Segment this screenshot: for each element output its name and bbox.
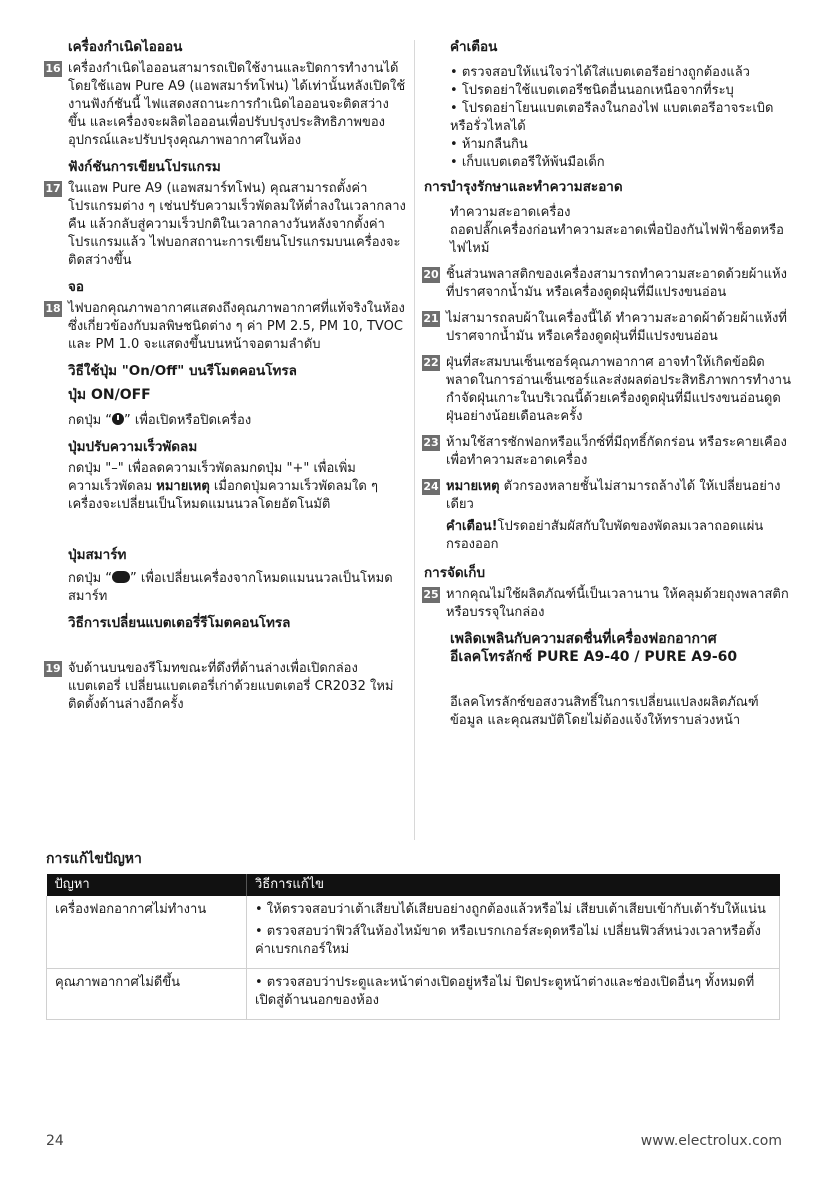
solution-cell <box>247 969 780 1020</box>
note-label: หมายเหตุ <box>446 479 500 494</box>
item-text: ตัวกรองหลายชั้นไม่สามารถล้างได้ ให้เปลี่ยนอย่างเดียว <box>446 479 781 512</box>
remote-heading: วิธีใช้ปุ่ม "On/Off" บนรีโมตคอนโทรล <box>68 363 297 379</box>
fan-speed-text <box>68 460 406 514</box>
item-18 <box>46 300 406 354</box>
column-divider <box>414 40 415 840</box>
enjoy-line-1: เพลิดเพลินกับความสดชื่นที่เครื่องฟอกอากาศ <box>450 631 717 647</box>
clean-heading: ทำความสะอาดเครื่อง <box>450 205 571 220</box>
step-number: 16 <box>45 62 61 75</box>
solution-cell <box>247 896 780 969</box>
item-text: จับด้านบนของรีโมทขณะที่ดึงที่ด้านล่างเพื่อเปิดกล่องแบตเตอรี่ เปลี่ยนแบตเตอรี่เก่าด้วยแบตเตอรี่ CR2032 ใหม่ติดตั้งด้านล่างอีกครั้ง <box>68 661 394 712</box>
item-17 <box>46 180 406 270</box>
item-21 <box>424 310 792 346</box>
column-header-solution: วิธีการแก้ไข <box>247 874 780 896</box>
page-number: 24 <box>46 1133 64 1149</box>
warning-item: • โปรดอย่าโยนแบตเตอรีลงในกองไฟ แบตเตอรีอาจระเบิดหรือรั่วไหลได้ <box>450 100 792 136</box>
item-text: ห้ามใช้สารซักฟอกหรือแว็กซ์ที่มีฤทธิ์กัดกร่อน หรือระคายเคืองเพื่อทำความสะอาดเครื่อง <box>446 435 787 468</box>
table-row <box>47 969 780 1020</box>
item-23 <box>424 434 792 470</box>
warning-item: • ห้ามกลืนกิน <box>450 136 792 154</box>
fan-speed-heading: ปุ่มปรับความเร็วพัดลม <box>68 439 198 455</box>
item-text: ฝุ่นที่สะสมบนเซ็นเซอร์คุณภาพอากาศ อาจทำให้เกิดข้อผิดพลาดในการอ่านเซ็นเซอร์และส่งผลต่อประสิทธิภาพการทำงานกำจัดฝุ่นเกาะในบริเวณนี้ด้วยเครื่องดูดฝุ่นที่มีแปรงขนอ่อนดูดฝุ่นอย่างน้อยเดือนละครั้ง <box>446 355 791 424</box>
problem-cell: คุณภาพอากาศไม่ดีขึ้น <box>47 969 247 1020</box>
step-number: 18 <box>45 302 61 315</box>
onoff-text-pre: กดปุ่ม “ <box>68 413 113 428</box>
onoff-text <box>68 412 406 430</box>
item-text: หากคุณไม่ใช้ผลิตภัณฑ์นี้เป็นเวลานาน ให้คลุมด้วยถุงพลาสติกหรือบรรจุในกล่อง <box>446 587 789 620</box>
enjoy-line-2: อีเลคโทรลักซ์ PURE A9-40 / PURE A9-60 <box>450 649 738 665</box>
step-number: 19 <box>45 662 61 675</box>
screen-heading: จอ <box>68 279 85 295</box>
item-24 <box>424 478 792 514</box>
item-text: ไฟบอกคุณภาพอากาศแสดงถึงคุณภาพอากาศที่แท้จริงในห้องซึ่งเกี่ยวข้องกับมลพิษชนิดต่าง ๆ ค่า PM 2.5, PM 10, TVOC และ PM 1.0 จะแสดงขึ้นบนหน้าจอตามลำดับ <box>68 301 405 352</box>
troubleshooting-table <box>46 874 780 1020</box>
right-column <box>424 38 792 738</box>
website-link[interactable]: www.electrolux.com <box>640 1133 782 1149</box>
onoff-text-post: ” เพื่อเปิดหรือปิดเครื่อง <box>124 413 252 428</box>
problem-cell: เครื่องฟอกอากาศไม่ทำงาน <box>47 896 247 969</box>
column-header-problem: ปัญหา <box>47 874 247 896</box>
item-20 <box>424 266 792 302</box>
table-header-row <box>47 874 780 896</box>
warning-item: • ตรวจสอบให้แน่ใจว่าได้ใส่แบตเตอรีอย่างถูกต้องแล้ว <box>450 64 792 82</box>
step-number: 17 <box>45 182 61 195</box>
fan-warning <box>446 518 792 554</box>
ionizer-heading: เครื่องกำเนิดไอออน <box>68 39 183 55</box>
solution-line: • ให้ตรวจสอบว่าเต้าเสียบได้เสียบอย่างถูกต้องแล้วหรือไม่ เสียบเต้าเสียบเข้ากับเต้ารับให้แน่น <box>255 902 766 917</box>
item-text: ชิ้นส่วนพลาสติกของเครื่องสามารถทำความสะอาดด้วยผ้าแห้งที่ปราศจากน้ำมัน หรือเครื่องดูดฝุ่นที่มีแปรงขนอ่อน <box>446 267 787 300</box>
step-number: 24 <box>423 480 439 493</box>
warning-label: คำเตือน! <box>446 519 498 534</box>
warning-item: • โปรดอย่าใช้แบตเตอรีชนิดอื่นนอกเหนือจากที่ระบุ <box>450 82 792 100</box>
clean-text: ถอดปลั๊กเครื่องก่อนทำความสะอาดเพื่อป้องกันไฟฟ้าช็อตหรือไฟไหม้ <box>450 223 784 256</box>
item-22 <box>424 354 792 426</box>
item-19 <box>46 660 406 714</box>
step-number: 22 <box>423 356 439 369</box>
warning-heading: คำเตือน <box>450 39 498 55</box>
care-heading: การบำรุงรักษาและทำความสะอาด <box>424 179 623 195</box>
solution-line: • ตรวจสอบว่าฟิวส์ในห้องไหม้ขาด หรือเบรกเกอร์สะดุดหรือไม่ เปลี่ยนฟิวส์หน่วงเวลาหรือตั้งค่าเบรกเกอร์ใหม่ <box>255 924 761 957</box>
note-label: หมายเหตุ <box>156 479 210 494</box>
step-number: 20 <box>423 268 439 281</box>
warning-text: โปรดอย่าสัมผัสกับใบพัดของพัดลมเวลาถอดแผ่นกรองออก <box>446 519 764 552</box>
solution-line: • ตรวจสอบว่าประตูและหน้าต่างเปิดอยู่หรือไม่ ปิดประตูหน้าต่างและช่องเปิดอื่นๆ ทั้งหมดที่เปิดสู่ด้านนอกของห้อง <box>255 975 755 1008</box>
item-text: ไม่สามารถลบผ้าในเครื่องนี้ได้ ทำความสะอาดผ้าด้วยผ้าแห้งที่ปราศจากน้ำมัน หรือเครื่องดูดฝุ่นที่มีแปรงขนอ่อน <box>446 311 787 344</box>
troubleshooting-heading: การแก้ไขปัญหา <box>46 851 142 867</box>
rights-text: อีเลคโทรลักซ์ขอสงวนสิทธิ์ในการเปลี่ยนแปลงผลิตภัณฑ์ ข้อมูล และคุณสมบัติโดยไม่ต้องแจ้งให้ทราบล่วงหน้า <box>450 695 759 728</box>
warning-list <box>450 64 792 172</box>
left-column <box>46 38 406 722</box>
battery-heading: วิธีการเปลี่ยนแบตเตอรี่รีโมตคอนโทรล <box>68 615 291 631</box>
smart-text-post: ” เพื่อเปลี่ยนเครื่องจากโหมดแมนนวลเป็นโหมดสมาร์ท <box>68 571 393 604</box>
fan-text-part1: กดปุ่ม "–" เพื่อลดความเร็วพัดลมกดปุ่ม "+" เพื่อเพิ่มความเร็วพัดลม <box>68 461 356 494</box>
fan-text-part2: เมื่อกดปุ่มความเร็วพัดลมใด ๆ เครื่องจะเปลี่ยนเป็นโหมดแมนนวลโดยอัตโนมัติ <box>68 479 378 512</box>
item-text: เครื่องกำเนิดไอออนสามารถเปิดใช้งานและปิดการทำงานได้โดยใช้แอพ Pure A9 (แอพสมาร์ทโฟน) ได้เท่านั้นหลังเปิดใช้งานฟังก์ชันนี้ ไฟแสดงสถานะการกำเนิดไอออนจะติดสว่างขึ้น และเครื่องจะผลิตไอออนเพื่อปรับปรุงประสิทธิภาพของอุปกรณ์และปรับปรุงคุณภาพอากาศในห้อง <box>68 61 406 148</box>
smart-icon <box>112 571 130 583</box>
step-number: 21 <box>423 312 439 325</box>
programming-heading: ฟังก์ชันการเขียนโปรแกรม <box>68 159 221 175</box>
onoff-heading: ปุ่ม ON/OFF <box>68 387 151 403</box>
storage-heading: การจัดเก็บ <box>424 565 486 581</box>
smart-heading: ปุ่มสมาร์ท <box>68 547 127 563</box>
step-number: 25 <box>423 588 439 601</box>
smart-text-pre: กดปุ่ม “ <box>68 571 113 586</box>
item-25 <box>424 586 792 622</box>
warning-item: • เก็บแบตเตอรีให้พ้นมือเด็ก <box>450 154 792 172</box>
table-row <box>47 896 780 969</box>
power-icon <box>112 413 124 425</box>
item-16 <box>46 60 406 150</box>
item-text: ในแอพ Pure A9 (แอพสมาร์ทโฟน) คุณสามารถตั้งค่าโปรแกรมต่าง ๆ เช่นปรับความเร็วพัดลมให้ต่ำลงในเวลากลางคืน แล้วกลับสู่ความเร็วปกติในเวลากลางวันหลังจากตั้งค่าโปรแกรมแล้ว ไฟบอกสถานะการเขียนโปรแกรมบนเครื่องจะติดสว่างขึ้น <box>68 181 406 268</box>
step-number: 23 <box>423 436 439 449</box>
smart-text <box>68 570 406 606</box>
